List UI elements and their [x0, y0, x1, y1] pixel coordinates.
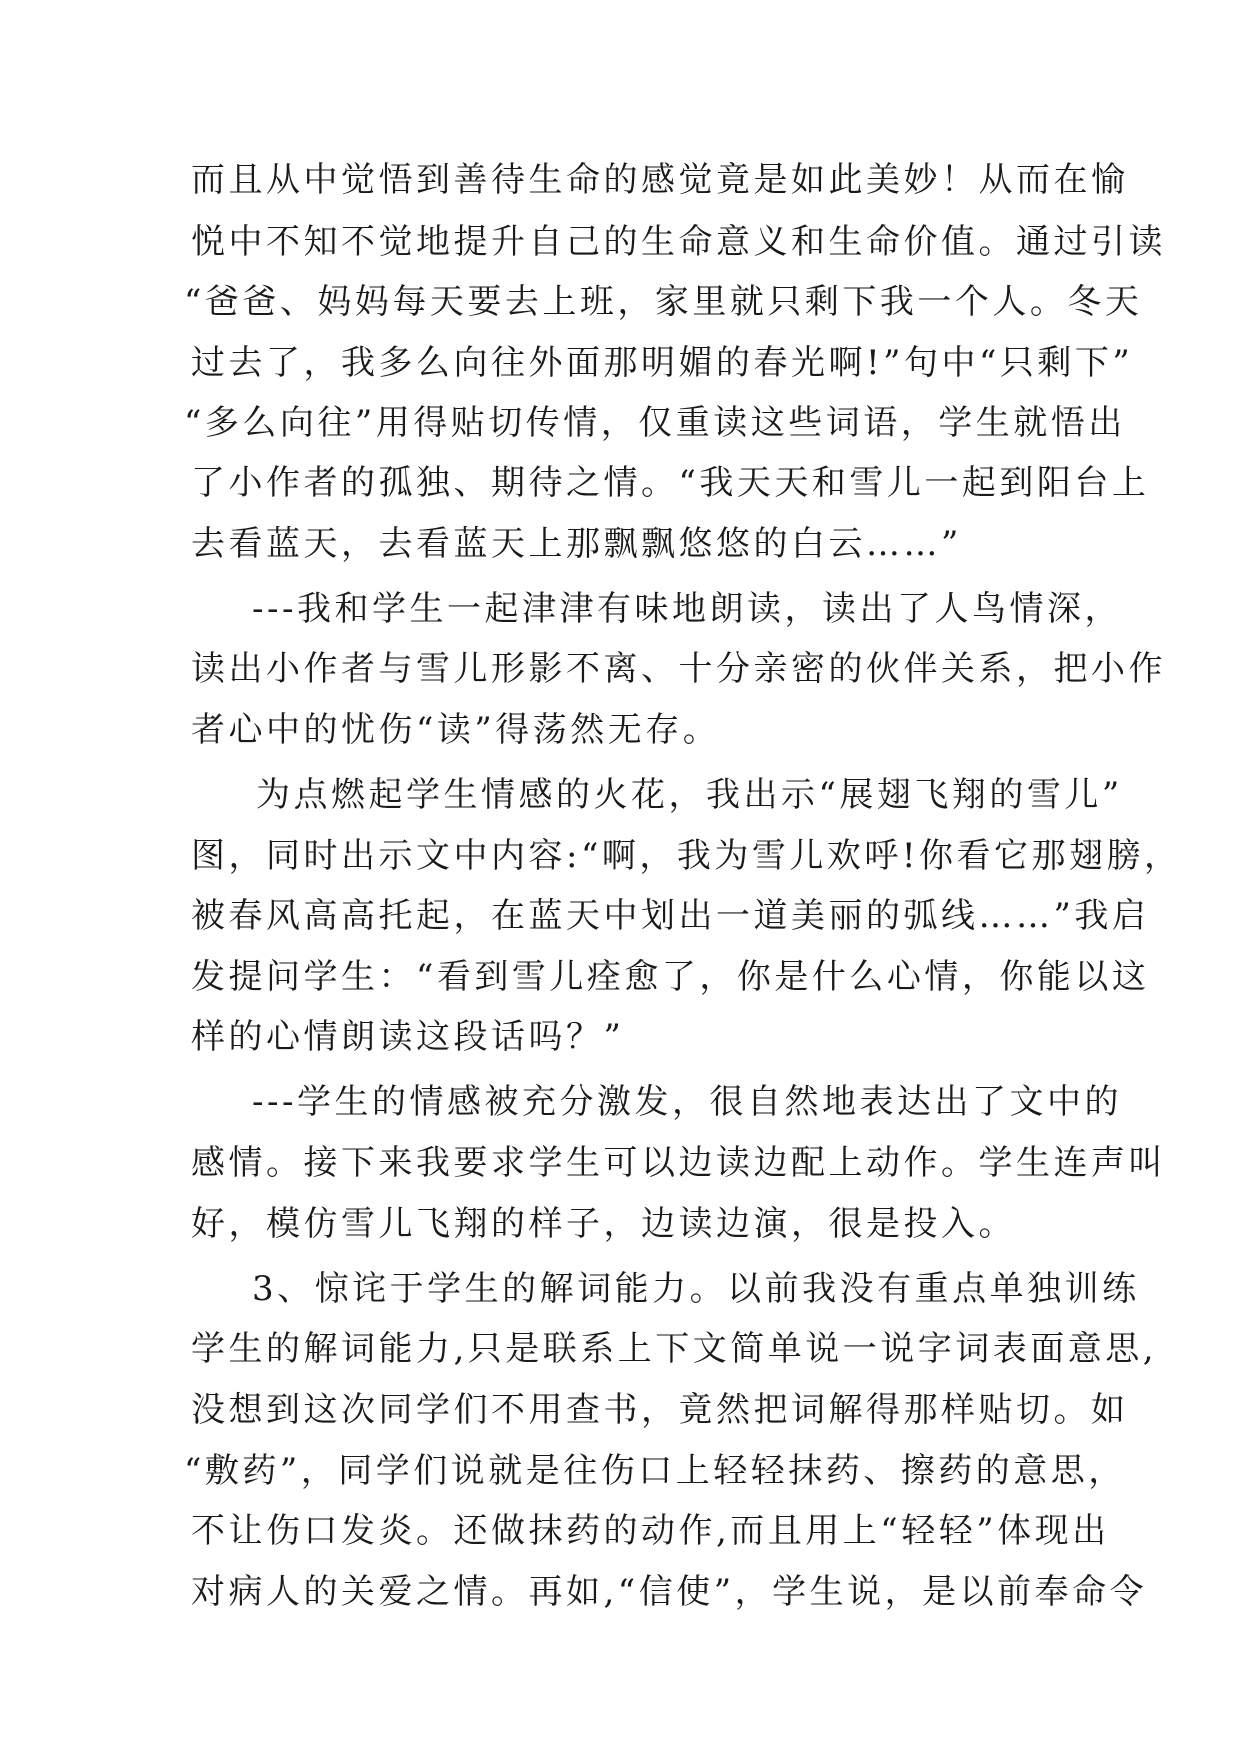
text-line: 悦中不知不觉地提升自己的生命意义和生命价值。通过引读 — [191, 222, 1166, 262]
text-line: 学生的解词能力,只是联系上下文简单说一说字词表面意思, — [191, 1329, 1158, 1369]
text-line: ---学生的情感被充分激发，很自然地表达出了文中的 — [252, 1082, 1122, 1122]
text-line: 感情。接下来我要求学生可以边读边配上动作。学生连声叫 — [191, 1143, 1166, 1183]
text-line: “爸爸、妈妈每天要去上班，家里就只剩下我一个人。冬天 — [184, 282, 1143, 322]
text-line: 没想到这次同学们不用查书，竟然把词解得那样贴切。如 — [191, 1390, 1129, 1430]
text-line: 对病人的关爱之情。再如,“信使”，学生说，是以前奉命令 — [191, 1572, 1148, 1612]
text-line: 者心中的忧伤“读”得荡然无存。 — [191, 710, 721, 750]
text-line: “敷药”，同学们说就是往伤口上轻轻抹药、擦药的意思， — [184, 1451, 1126, 1491]
text-line: 图，同时出示文中内容:“啊，我为雪儿欢呼!你看它那翅膀， — [191, 836, 1182, 876]
text-line: 样的心情朗读这段话吗？” — [191, 1017, 625, 1057]
text-line: 去看蓝天，去看蓝天上那飘飘悠悠的白云……” — [191, 524, 962, 564]
text-line: 3、惊诧于学生的解词能力。以前我没有重点单独训练 — [252, 1269, 1140, 1309]
text-line: 被春风高高托起，在蓝天中划出一道美丽的弧线……”我启 — [191, 896, 1150, 936]
text-line: ---我和学生一起津津有味地朗读，读出了人鸟情深， — [252, 589, 1122, 629]
text-line: 读出小作者与雪儿形影不离、十分亲密的伙伴关系，把小作 — [191, 649, 1166, 689]
text-line: 过去了，我多么向往外面那明媚的春光啊!”句中“只剩下” — [191, 343, 1134, 383]
text-line: “多么向往”用得贴切传情，仅重读这些词语，学生就悟出 — [184, 403, 1126, 443]
text-line: 发提问学生：“看到雪儿痊愈了，你是什么心情，你能以这 — [191, 957, 1150, 997]
text-line: 不让伤口发炎。还做抹药的动作,而且用上“轻轻”体现出 — [191, 1511, 1110, 1551]
text-line: 好，模仿雪儿飞翔的样子，边读边演，很是投入。 — [191, 1204, 1016, 1244]
text-line: 而且从中觉悟到善待生命的感觉竟是如此美妙！从而在愉 — [191, 160, 1129, 200]
text-line: 为点燃起学生情感的火花，我出示“展翅飞翔的雪儿” — [256, 775, 1123, 815]
text-line: 了小作者的孤独、期待之情。“我天天和雪儿一起到阳台上 — [191, 463, 1150, 503]
